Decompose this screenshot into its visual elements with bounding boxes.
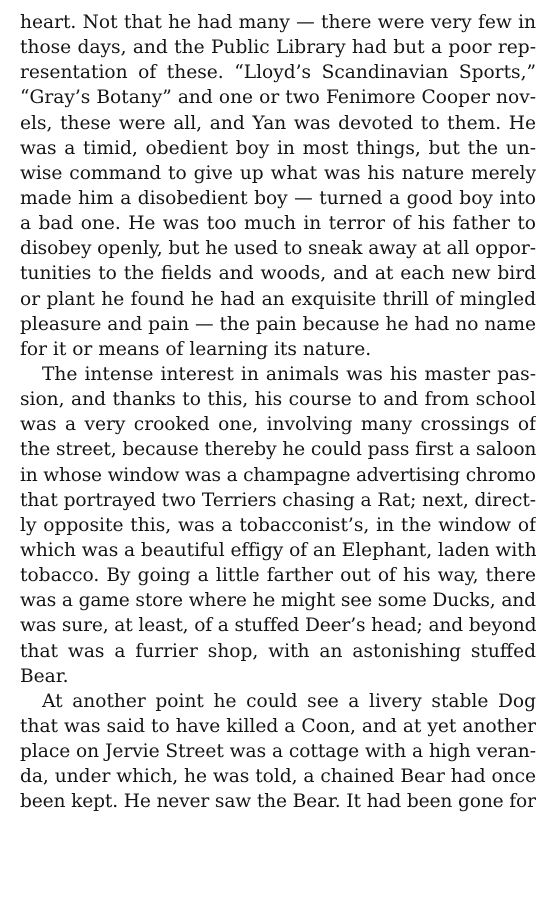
text-line: those days, and the Public Library had but a poor rep- bbox=[20, 37, 536, 59]
text-line: that portrayed two Terriers chasing a Rat; next, direct- bbox=[20, 489, 536, 511]
text-line: sion, and thanks to this, his course to and from school bbox=[20, 389, 536, 411]
text-line: tunities to the fields and woods, and at each new bird bbox=[20, 263, 536, 285]
text-line: that was said to have killed a Coon, and at yet another bbox=[20, 715, 536, 737]
text-line: “Gray’s Botany” and one or two Fenimore Cooper nov- bbox=[20, 87, 536, 109]
text-line: place on Jervie Street was a cottage with a high veran- bbox=[20, 741, 536, 763]
text-line: heart. Not that he had many — there were very few in bbox=[20, 12, 536, 33]
body-text bbox=[20, 10, 536, 815]
text-line: tobacco. By going a little farther out of his way, there bbox=[20, 565, 536, 587]
text-line: was sure, at least, of a stuffed Deer’s head; and beyond bbox=[20, 615, 536, 637]
text-line: Bear. bbox=[20, 665, 69, 687]
text-line: wise command to give up what was his nature merely bbox=[20, 162, 536, 184]
text-line: for it or means of learning its nature. bbox=[20, 338, 372, 360]
paragraph bbox=[20, 10, 536, 362]
text-line: da, under which, he was told, a chained Bear had once bbox=[20, 766, 536, 788]
paragraph bbox=[20, 689, 536, 815]
text-line: was a very crooked one, involving many crossings of bbox=[20, 414, 536, 436]
text-line: resentation of these. “Lloyd’s Scandinavian Sports,” bbox=[20, 62, 536, 84]
paragraph bbox=[20, 362, 536, 689]
text-line: els, these were all, and Yan was devoted to them. He bbox=[20, 112, 536, 134]
text-line: a bad one. He was too much in terror of his father to bbox=[20, 213, 536, 235]
text-line: made him a disobedient boy — turned a good boy into bbox=[20, 187, 536, 209]
text-line: was a game store where he might see some Ducks, and bbox=[20, 590, 536, 612]
text-line: pleasure and pain — the pain because he had no name bbox=[20, 313, 536, 335]
text-line: At another point he could see a livery stable Dog bbox=[42, 690, 536, 712]
text-line: been kept. He never saw the Bear. It had been gone for bbox=[20, 791, 536, 813]
text-line: which was a beautiful effigy of an Elephant, laden with bbox=[20, 539, 536, 561]
text-line: was a timid, obedient boy in most things, but the un- bbox=[20, 137, 536, 159]
text-line: disobey openly, but he used to sneak away at all oppor- bbox=[20, 238, 536, 260]
text-line: ly opposite this, was a tobacconist’s, in the window of bbox=[20, 514, 536, 536]
text-line: in whose window was a champagne advertising chromo bbox=[20, 464, 536, 486]
text-line: The intense interest in animals was his master pas- bbox=[42, 363, 536, 385]
text-line: that was a furrier shop, with an astonishing stuffed bbox=[20, 640, 536, 662]
text-line: the street, because thereby he could pass first a saloon bbox=[20, 439, 536, 461]
text-line: or plant he found he had an exquisite thrill of mingled bbox=[20, 288, 536, 310]
